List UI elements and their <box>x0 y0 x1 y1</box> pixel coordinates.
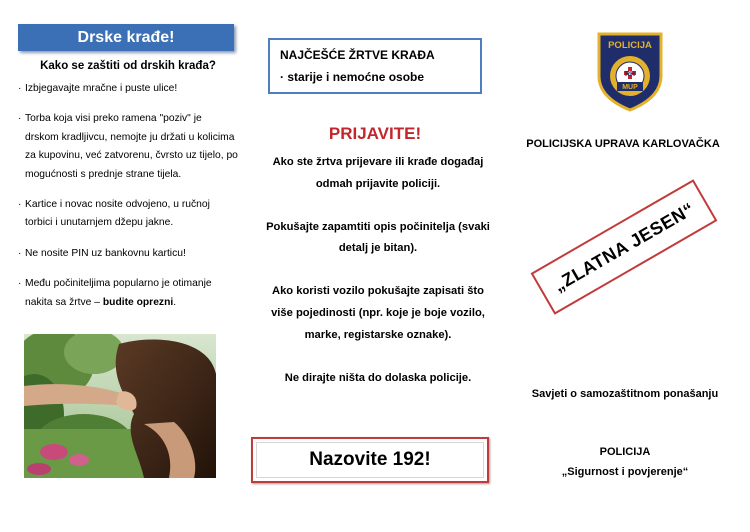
badge-top-text: POLICIJA <box>608 40 652 51</box>
report-instructions <box>260 152 496 410</box>
call-text: Nazovite 192! <box>309 449 431 470</box>
victims-box <box>268 38 482 94</box>
police-badge-logo <box>595 30 665 112</box>
tips-list <box>18 80 238 312</box>
theft-photo-illustration <box>24 334 216 478</box>
victims-item: · starije i nemoćne osobe <box>280 66 470 88</box>
list-item: · Izbjegavajte mračne i puste ulice! <box>18 80 238 98</box>
department-name: POLICIJSKA UPRAVA KARLOVAČKA <box>526 138 720 150</box>
list-item: · Kartice i novac nosite odvojeno, u ručnoj torbici i unutarnjem džepu jakne. <box>18 196 238 233</box>
badge-bottom-text: MUP <box>622 84 638 91</box>
left-column <box>18 24 238 324</box>
theft-photo <box>24 334 216 478</box>
police-label: POLICIJA <box>599 446 651 458</box>
call-192-box <box>251 437 489 483</box>
paragraph: Ako ste žrtva prijevare ili krađe događaj odmah prijavite policiji. <box>272 156 484 190</box>
list-item: · Torba koja visi preko ramena "poziv" je drskom kradljivcu, nemojte ju držati u kolicima za kupovinu, već zatvorenu, čvrsto uz tijelo, po mogućnosti s prednje strane tijela. <box>18 110 238 184</box>
tip-emphasis: budite oprezni <box>102 296 174 308</box>
list-item: · Ne nosite PIN uz bankovnu karticu! <box>18 245 238 263</box>
badge-center-text: RH <box>624 71 636 78</box>
list-item <box>18 275 238 312</box>
report-heading: PRIJAVITE! <box>328 124 422 143</box>
title-banner: Drske krađe! <box>18 24 234 51</box>
police-motto: „Sigurnost i povjerenje“ <box>561 466 689 478</box>
stamp-text: „ZLATNA JESEN“ <box>549 198 698 295</box>
tip-end: . <box>173 296 177 308</box>
campaign-stamp <box>531 179 718 315</box>
advice-subtitle: Savjeti o samozaštitnom ponašanju <box>531 388 719 400</box>
section-subheading: Kako se zaštiti od drskih krađa? <box>40 60 216 72</box>
paragraph: Ako koristi vozilo pokušajte zapisati što više pojedinosti (npr. koje je boje vozilo, marke, registarske oznake). <box>271 285 485 341</box>
paragraph: Pokušajte zapamtiti opis počinitelja (svaki detalj je bitan). <box>266 220 490 255</box>
tip-text: Među počiniteljima popularno je otimanje nakita sa žrtve – <box>25 278 212 308</box>
victims-title: NAJČEŠĆE ŽRTVE KRAĐA <box>280 48 435 62</box>
paragraph: Ne dirajte ništa do dolaska policije. <box>284 371 472 384</box>
shield-icon <box>595 30 665 112</box>
